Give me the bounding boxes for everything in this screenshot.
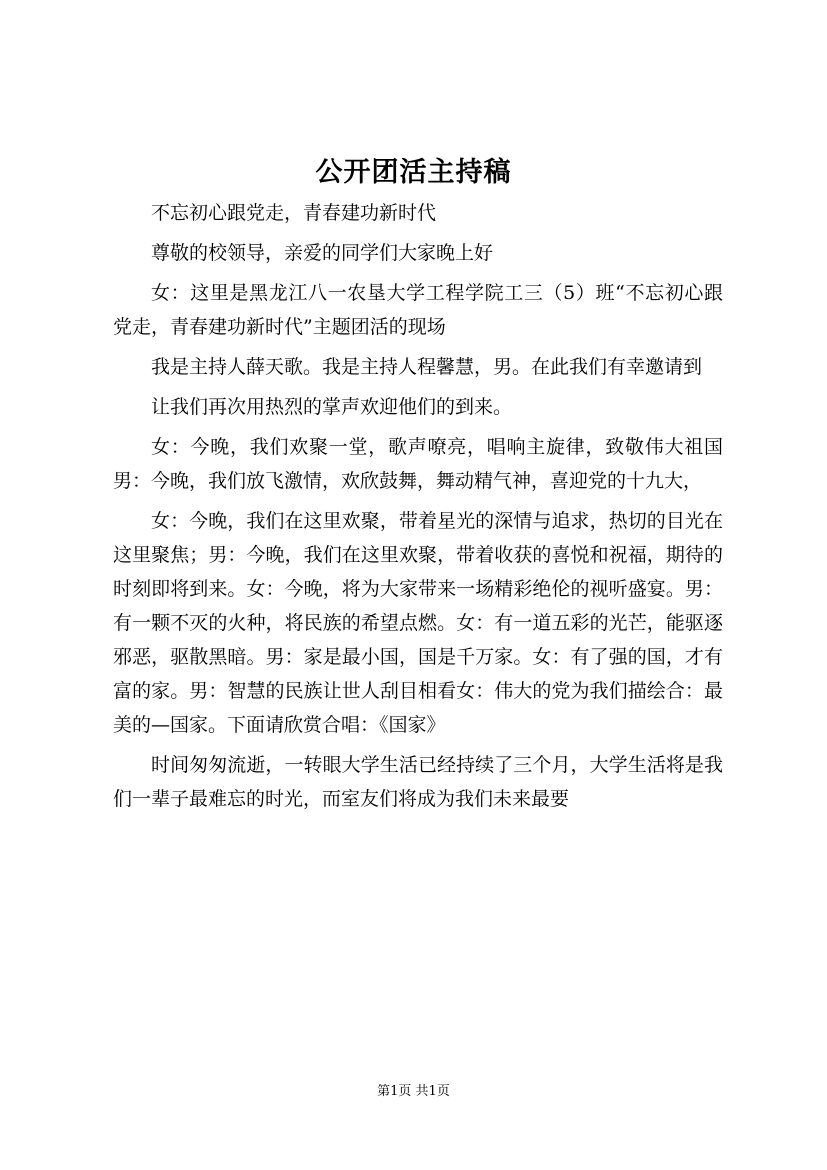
paragraph: 尊敬的校领导，亲爱的同学们大家晚上好 (151, 242, 494, 264)
page-footer: 第1页 共1页 (377, 1084, 450, 1099)
paragraph: 让我们再次用热烈的掌声欢迎他们的到来。 (151, 396, 513, 418)
page-title: 公开团活主持稿 (315, 157, 512, 188)
paragraph: 不忘初心跟党走，青春建功新时代 (151, 202, 437, 224)
paragraph: 我是主持人薛天歌。我是主持人程馨慧，男。在此我们有幸邀请到 (151, 356, 703, 378)
paragraph: 女：这里是黑龙江八一农垦大学工程学院工三（5）班“不忘初心跟党走，青春建功新时代”主题团活的现场 (113, 282, 723, 338)
paragraph: 女：今晚，我们欢聚一堂，歌声嘹亮，唱响主旋律，致敬伟大祖国男：今晚，我们放飞激情，欢欣鼓舞，舞动精气神，喜迎党的十九大， (113, 436, 723, 492)
document-body (113, 196, 723, 822)
paragraph: 女：今晚，我们在这里欢聚，带着星光的深情与追求，热切的目光在这里聚焦；男：今晚，我们在这里欢聚，带着收获的喜悦和祝福，期待的时刻即将到来。女：今晚，将为大家带来一场精彩绝伦的视听盛宴。男：有一颗不灭的火种，将民族的希望点燃。女：有一道五彩的光芒，能驱逐邪恶，驱散黑暗。男：家是最小国，国是千万家。女：有了强的国，才有富的家。男：智慧的民族让世人刮目相看女：伟大的党为我们描绘合：最美的—国家。下面请欣赏合唱：《国家》 (113, 510, 723, 736)
paragraph: 时间匆匆流逝，一转眼大学生活已经持续了三个月，大学生活将是我们一辈子最难忘的时光，而室友们将成为我们未来最要 (113, 754, 723, 810)
